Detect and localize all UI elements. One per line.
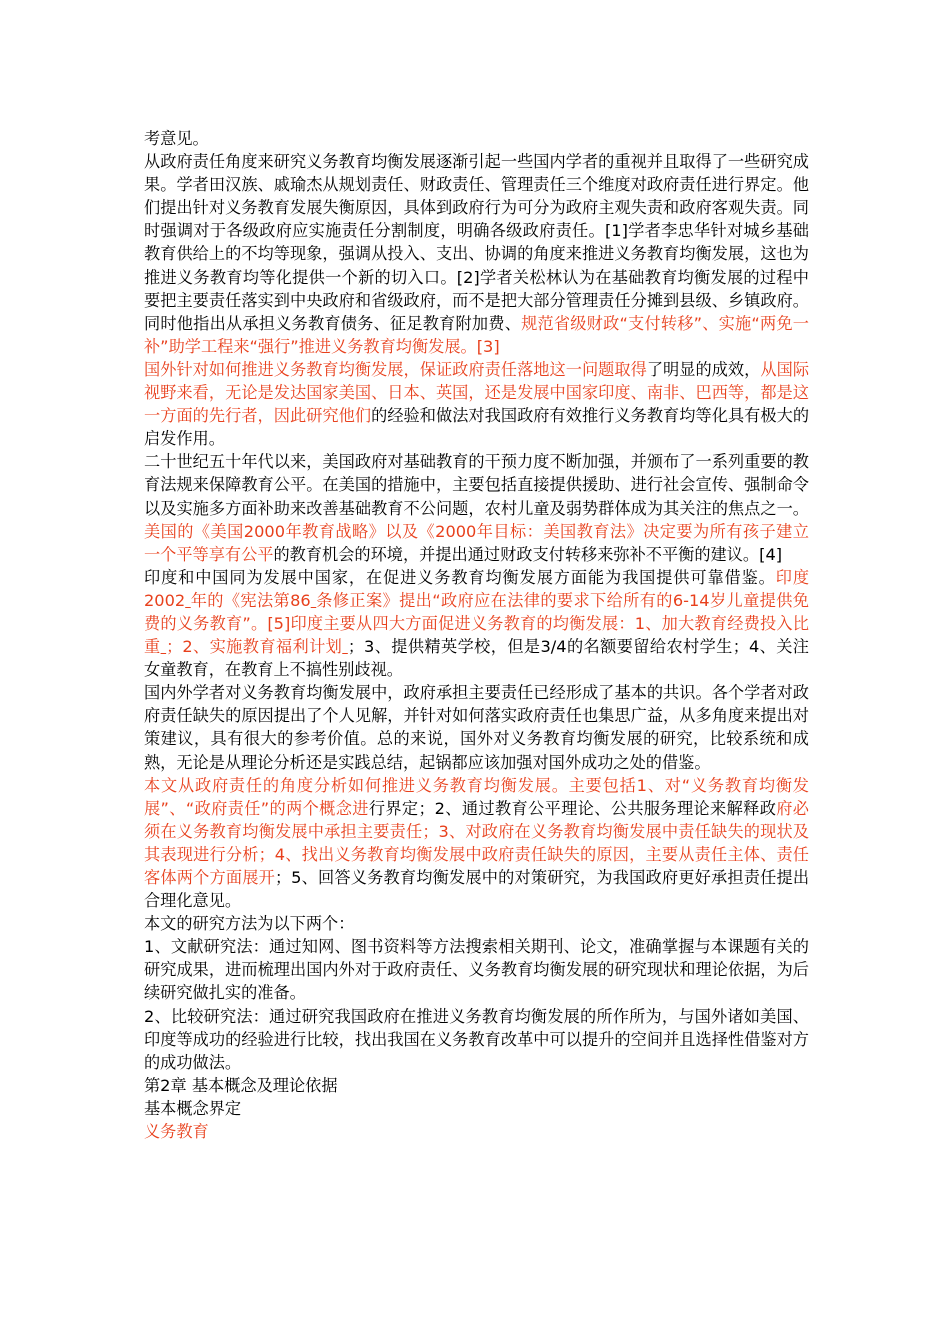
- paragraph: [144, 358, 809, 450]
- paragraph: [144, 127, 809, 150]
- text-run: 2、比较研究法：通过研究我国政府在推进义务教育均衡发展的所作所为，与国外诸如美国、印度等成功的经验进行比较，找出我国在义务教育改革中可以提升的空间并且选择性借鉴对方的成功做法。: [144, 1006, 809, 1072]
- highlighted-text-run: 府必须在义务教育均衡发展中承担主要责任；3、对政府在义务教育均衡发展中责任缺失的现状及其表现进行分析；4、找出义务教育均衡发展中政府责任缺失的原因，主要从责任主体、责任客体两个方面展开: [144, 798, 809, 887]
- highlighted-text-run: 从国际视野来看，无论是发达国家美国、日本、英国，还是发展中国家印度、南非、巴西等，都是这一方面的先行者，因此研究他们: [144, 359, 810, 426]
- text-run: 从政府责任角度来研究义务教育均衡发展逐渐引起一些国内学者的重视并且取得了一些研究成果。学者田汉族、戚瑜杰从规划责任、财政责任、管理责任三个维度对政府责任进行界定。他们提出针对义务教育发展失衡原因，具体到政府行为可分为政府主观失责和政府客观失责。同时强调对于各级政府应实施责任分割制度，明确各级政府责任。[1]学者李忠华针对城乡基础教育供给上的不均等现象，强调从投入、支出、协调的角度来推进义务教育均衡发展，这也为推进义务教育均等化提供一个新的切入口。[2]学者关松林认为在基础教育均衡发展的过程中要把主要责任落实到中央政府和省级政府，而不是把大部分管理责任分摊到县级、乡镇政府。同时他指出从承担义务教育债务、征足教育附加费、: [144, 152, 809, 333]
- paragraph: [144, 681, 809, 773]
- highlighted-text-run: 国外针对如何推进义务教育均衡发展，保证政府责任落地这一问题取得: [144, 359, 647, 379]
- highlighted-text-run: 年的《宪法第86: [190, 590, 311, 610]
- highlighted-text-run: 本文从政府责任的角度分析如何推进义务教育均衡发展。主要包括1、对“义务教育均衡发展”、“政府责任”的两个概念进: [144, 775, 809, 818]
- text-run: 考意见。: [144, 129, 209, 148]
- paragraph: [144, 912, 809, 935]
- document-body: [144, 127, 809, 1143]
- text-run: 国内外学者对义务教育均衡发展中，政府承担主要责任已经形成了基本的共识。各个学者对政府责任缺失的原因提出了个人见解，并针对如何落实政府责任也集思广益，从多角度来提出对策建议，具有很大的参考价值。总的来说，国外对义务教育均衡发展的研究，比较系统和成熟，无论是从理论分析还是实践总结，起锅都应该加强对国外成功之处的借鉴。: [144, 683, 809, 772]
- paragraph: [144, 450, 809, 565]
- text-run: 第2章 基本概念及理论依据: [144, 1075, 338, 1095]
- paragraph: [144, 1120, 809, 1143]
- paragraph: [144, 566, 809, 681]
- text-run: 1、文献研究法：通过知网、图书资料等方法搜索相关期刊、论文，准确掌握与本课题有关的研究成果，进而梳理出国内外对于政府责任、义务教育均衡发展的研究现状和理论依据，为后续研究做扎实的准备。: [144, 937, 809, 1003]
- text-run: ；5、回答义务教育均衡发展中的对策研究，为我国政府更好承担责任提出合理化意见。: [144, 868, 810, 911]
- paragraph: [144, 1005, 809, 1074]
- paragraph: [144, 774, 809, 913]
- text-run: 二十世纪五十年代以来，美国政府对基础教育的干预力度不断加强，并颁布了一系列重要的教育法规来保障教育公平。在美国的措施中，主要包括直接提供援助、进行社会宣传、强制命令以及实施多方面补助来改善基础教育不公问题，农村儿童及弱势群体成为其关注的焦点之一。: [144, 452, 809, 518]
- text-run: 了明显的成效，: [646, 359, 761, 379]
- text-run: 行界定；2、通过教育公平理论、公共服务理论来解释政: [368, 798, 777, 818]
- highlighted-text-run: 印度2002: [144, 567, 810, 610]
- paragraph: [144, 1074, 809, 1097]
- text-run: ；3、提供精英学校，但是3/4的名额要留给农村学生；4、关注女童教育，在教育上不搞性别歧视。: [144, 637, 809, 680]
- paragraph: [144, 150, 809, 358]
- paragraph: [144, 1097, 809, 1120]
- text-run: 的教育机会的环境，并提出通过财政支付转移来弥补不平衡的建议。[4]: [273, 544, 783, 564]
- text-run: 本文的研究方法为以下两个：: [144, 914, 355, 934]
- highlighted-text-run: 义务教育: [144, 1122, 209, 1142]
- text-run: 印度和中国同为发展中国家，在促进义务教育均衡发展方面能为我国提供可靠借鉴。: [144, 567, 776, 587]
- highlighted-text-run: 规范省级财政“支付转移”、实施“两免一补”助学工程来“强行”推进义务教育均衡发展。[3]: [144, 313, 809, 356]
- highlighted-text-run: 美国的《美国2000年教育战略》以及《2000年目标：美国教育法》决定要为所有孩子建立一个平等享有公平: [144, 521, 809, 564]
- highlighted-text-run: ；2、实施教育福利计划: [166, 637, 343, 657]
- text-run: 基本概念界定: [144, 1098, 242, 1118]
- text-run: 的经验和做法对我国政府有效推行义务教育均等化具有极大的启发作用。: [144, 406, 810, 449]
- paragraph: [144, 935, 809, 1004]
- highlighted-text-run: 条修正案》提出“政府应在法律的要求下给所有的6-14岁儿童提供免费的义务教育”。[5]印度主要从四大方面促进义务教育的均衡发展：1、加大教育经费投入比重: [144, 590, 809, 657]
